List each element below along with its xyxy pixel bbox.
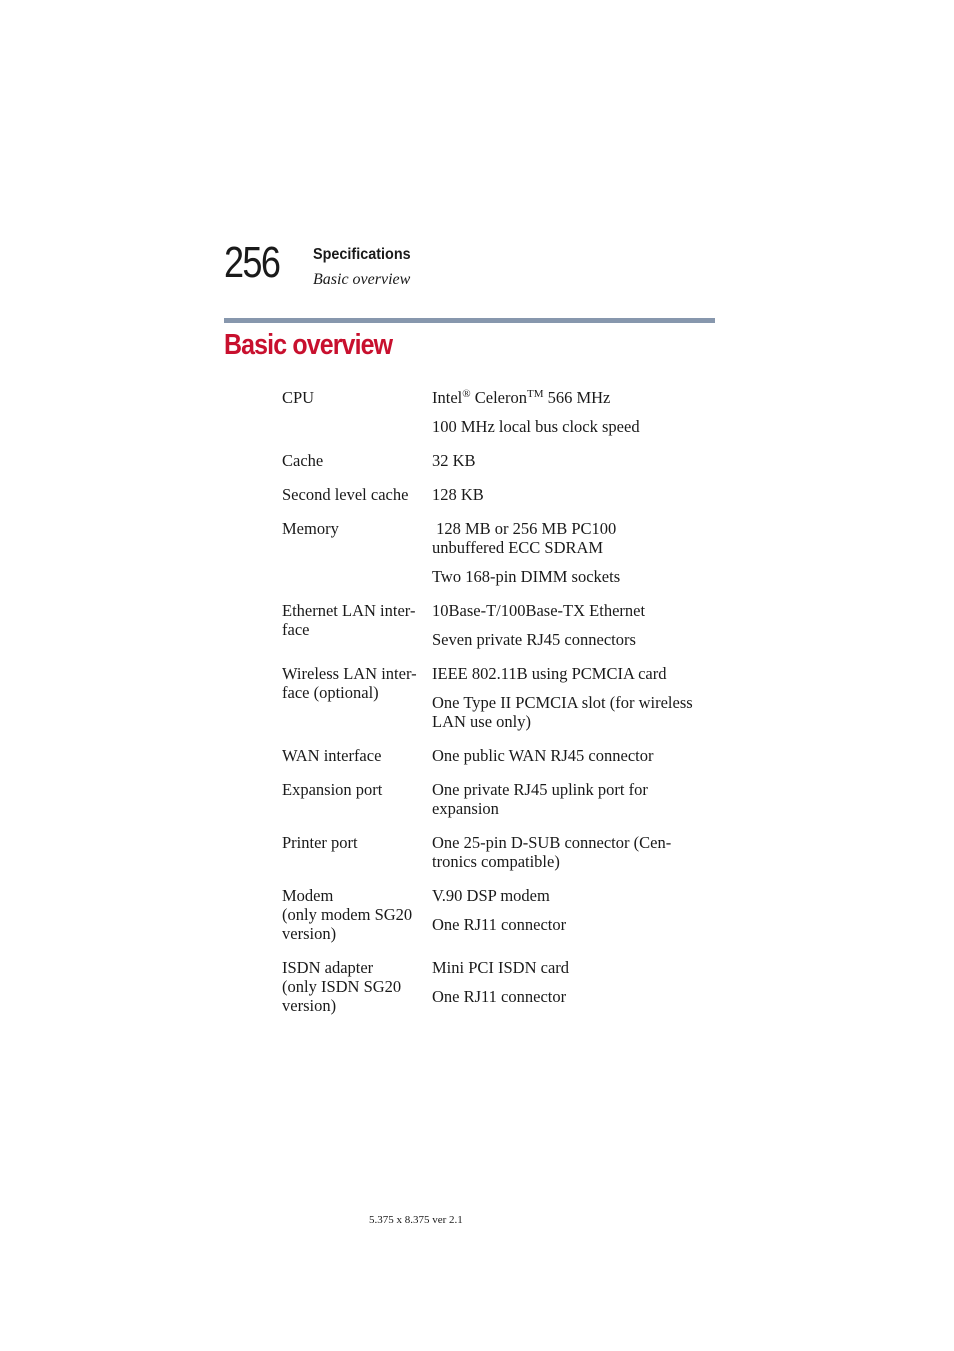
spec-value-line: unbuffered ECC SDRAM — [432, 538, 604, 557]
spec-value: Mini PCI ISDN card — [432, 958, 570, 977]
spec-label-line: version) — [282, 924, 337, 943]
spec-values — [432, 519, 722, 586]
spec-values — [432, 746, 722, 765]
trademark-mark: TM — [526, 388, 544, 400]
spec-value — [432, 388, 722, 407]
spec-values — [432, 601, 722, 649]
spec-row-cpu — [282, 388, 722, 436]
spec-label-line: Wireless LAN inter- — [282, 664, 417, 683]
spec-values — [432, 833, 722, 871]
section-heading: Basic overview — [224, 329, 393, 361]
spec-value-line: expansion — [432, 799, 499, 818]
spec-row-expansion-port — [282, 780, 722, 818]
spec-label-line: Modem — [282, 886, 334, 905]
spec-value — [432, 833, 722, 871]
spec-row-second-level-cache — [282, 485, 722, 504]
spec-label — [282, 664, 432, 731]
spec-value-line: One 25-pin D-SUB connector (Cen- — [432, 833, 672, 852]
spec-label-line: Ethernet LAN inter- — [282, 601, 416, 620]
spec-label-line: (only ISDN SG20 — [282, 977, 402, 996]
spec-value — [432, 780, 722, 818]
spec-values — [432, 780, 722, 818]
spec-value: 10Base-T/100Base-TX Ethernet — [432, 601, 646, 620]
page-number: 256 — [224, 238, 280, 287]
spec-value: IEEE 802.11B using PCMCIA card — [432, 664, 667, 683]
spec-values — [432, 388, 722, 436]
spec-values — [432, 664, 722, 731]
spec-table — [282, 388, 722, 1030]
spec-label: CPU — [282, 388, 315, 407]
spec-label-line: face (optional) — [282, 683, 379, 702]
spec-row-wan-interface — [282, 746, 722, 765]
cpu-brand: Intel — [432, 388, 463, 407]
spec-value-line: LAN use only) — [432, 712, 531, 731]
spec-label — [282, 886, 432, 943]
spec-values — [432, 886, 722, 943]
spec-row-memory — [282, 519, 722, 586]
spec-label-line: version) — [282, 996, 337, 1015]
spec-value-line: One Type II PCMCIA slot (for wireless — [432, 693, 693, 712]
spec-value — [432, 693, 722, 731]
spec-value: 100 MHz local bus clock speed — [432, 417, 640, 436]
spec-label — [282, 958, 432, 1015]
spec-label-line: face — [282, 620, 310, 639]
spec-values — [432, 958, 722, 1015]
spec-value-line: 128 MB or 256 MB PC100 — [432, 519, 617, 538]
cpu-model: Celeron — [470, 388, 527, 407]
spec-label: Printer port — [282, 833, 358, 852]
spec-row-cache — [282, 451, 722, 470]
spec-label — [282, 601, 432, 649]
running-head-section: Specifications — [313, 246, 411, 263]
spec-label: Second level cache — [282, 485, 409, 504]
spec-row-printer-port — [282, 833, 722, 871]
registered-mark: ® — [462, 388, 471, 400]
page-footer: 5.375 x 8.375 ver 2.1 — [369, 1214, 463, 1226]
cpu-speed: 566 MHz — [543, 388, 611, 407]
spec-label-line: ISDN adapter — [282, 958, 374, 977]
spec-values — [432, 485, 722, 504]
spec-label: Cache — [282, 451, 324, 470]
spec-value: Two 168-pin DIMM sockets — [432, 567, 621, 586]
spec-value-line: One private RJ45 uplink port for — [432, 780, 648, 799]
spec-label: Expansion port — [282, 780, 383, 799]
spec-value — [432, 519, 722, 557]
spec-row-modem — [282, 886, 722, 943]
spec-value: One public WAN RJ45 connector — [432, 746, 654, 765]
spec-value: One RJ11 connector — [432, 987, 567, 1006]
spec-row-wireless-lan — [282, 664, 722, 731]
spec-values — [432, 451, 722, 470]
spec-value: 32 KB — [432, 451, 476, 470]
spec-value: Seven private RJ45 connectors — [432, 630, 636, 649]
spec-row-ethernet-lan — [282, 601, 722, 649]
running-head-subsection: Basic overview — [313, 271, 411, 288]
spec-value: One RJ11 connector — [432, 915, 567, 934]
spec-row-isdn-adapter — [282, 958, 722, 1015]
spec-label-line: (only modem SG20 — [282, 905, 413, 924]
spec-value-line: tronics compatible) — [432, 852, 560, 871]
spec-value: V.90 DSP modem — [432, 886, 550, 905]
spec-value: 128 KB — [432, 485, 484, 504]
header-rule — [224, 318, 715, 323]
spec-label: Memory — [282, 519, 339, 538]
spec-label: WAN interface — [282, 746, 382, 765]
